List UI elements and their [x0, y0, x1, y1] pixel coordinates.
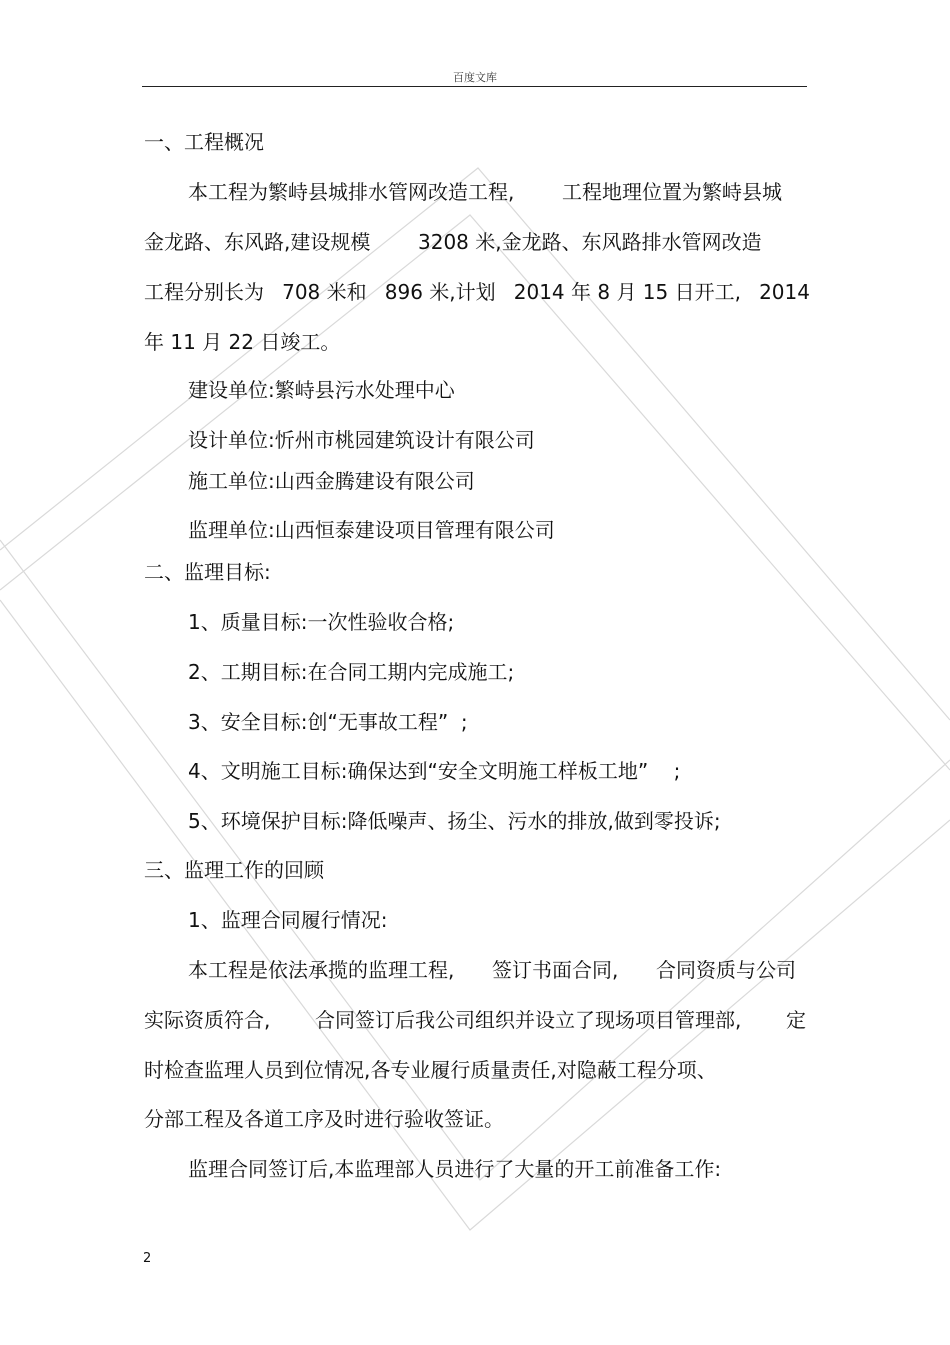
section-1-heading: 一、工程概况: [144, 130, 264, 154]
text-fragment: 本工程是依法承揽的监理工程,: [188, 958, 455, 982]
text-fragment: 定: [786, 1008, 806, 1032]
subheading: 1、监理合同履行情况:: [188, 908, 388, 932]
supervision-unit: 监理单位:山西恒泰建设项目管理有限公司: [188, 518, 555, 542]
build-unit: 建设单位:繁峙县污水处理中心: [188, 378, 455, 402]
text-fragment: 工程分别长为: [144, 280, 264, 304]
paragraph-line: 监理合同签订后,本监理部人员进行了大量的开工前准备工作:: [188, 1157, 722, 1181]
goal-item: 5、环境保护目标:降低噪声、扬尘、污水的排放,做到零投诉;: [188, 809, 721, 833]
page-number: 2: [143, 1251, 152, 1266]
construction-unit: 施工单位:山西金腾建设有限公司: [188, 469, 475, 493]
goal-item: 4、文明施工目标:确保达到“安全文明施工样板工地” ;: [188, 759, 681, 783]
design-unit: 设计单位:忻州市桃园建筑设计有限公司: [188, 428, 535, 452]
paragraph-line: 本工程为繁峙县城排水管网改造工程,: [188, 180, 515, 204]
paragraph-line: 工程地理位置为繁峙县城: [562, 180, 782, 204]
section-3-heading: 三、监理工作的回顾: [144, 858, 324, 882]
text-fragment: 2014 年 8 月 15 日开工,: [513, 280, 741, 304]
text-fragment: 2014: [759, 280, 810, 304]
goal-item: 3、安全目标:创“无事故工程” ;: [188, 710, 468, 734]
paragraph-line: 分部工程及各道工序及时进行验收签证。: [144, 1107, 504, 1131]
paragraph-line: 时检查监理人员到位情况,各专业履行质量责任,对隐蔽工程分项、: [144, 1058, 717, 1082]
paragraph-line: [188, 957, 796, 983]
text-fragment: 实际资质符合,: [144, 1008, 271, 1032]
text-fragment: 896 米,计划: [384, 280, 496, 304]
text-fragment: 签订书面合同,: [492, 958, 619, 982]
text-fragment: 合同签订后我公司组织并设立了现场项目管理部,: [315, 1008, 742, 1032]
goal-item: 1、质量目标:一次性验收合格;: [188, 610, 455, 634]
paragraph-line: 年 11 月 22 日竣工。: [144, 330, 341, 354]
goal-item: 2、工期目标:在合同工期内完成施工;: [188, 660, 515, 684]
section-2-heading: 二、监理目标:: [144, 560, 271, 584]
header-divider: [142, 86, 807, 87]
paragraph-line: 金龙路、东风路,建设规模: [144, 230, 371, 254]
paragraph-line: 3208 米,金龙路、东风路排水管网改造: [418, 230, 762, 254]
text-fragment: 708 米和: [282, 280, 367, 304]
paragraph-line: [144, 1007, 806, 1033]
paragraph-line: [144, 279, 810, 305]
text-fragment: 合同资质与公司: [656, 958, 796, 982]
header-title: 百度文库: [453, 71, 497, 84]
